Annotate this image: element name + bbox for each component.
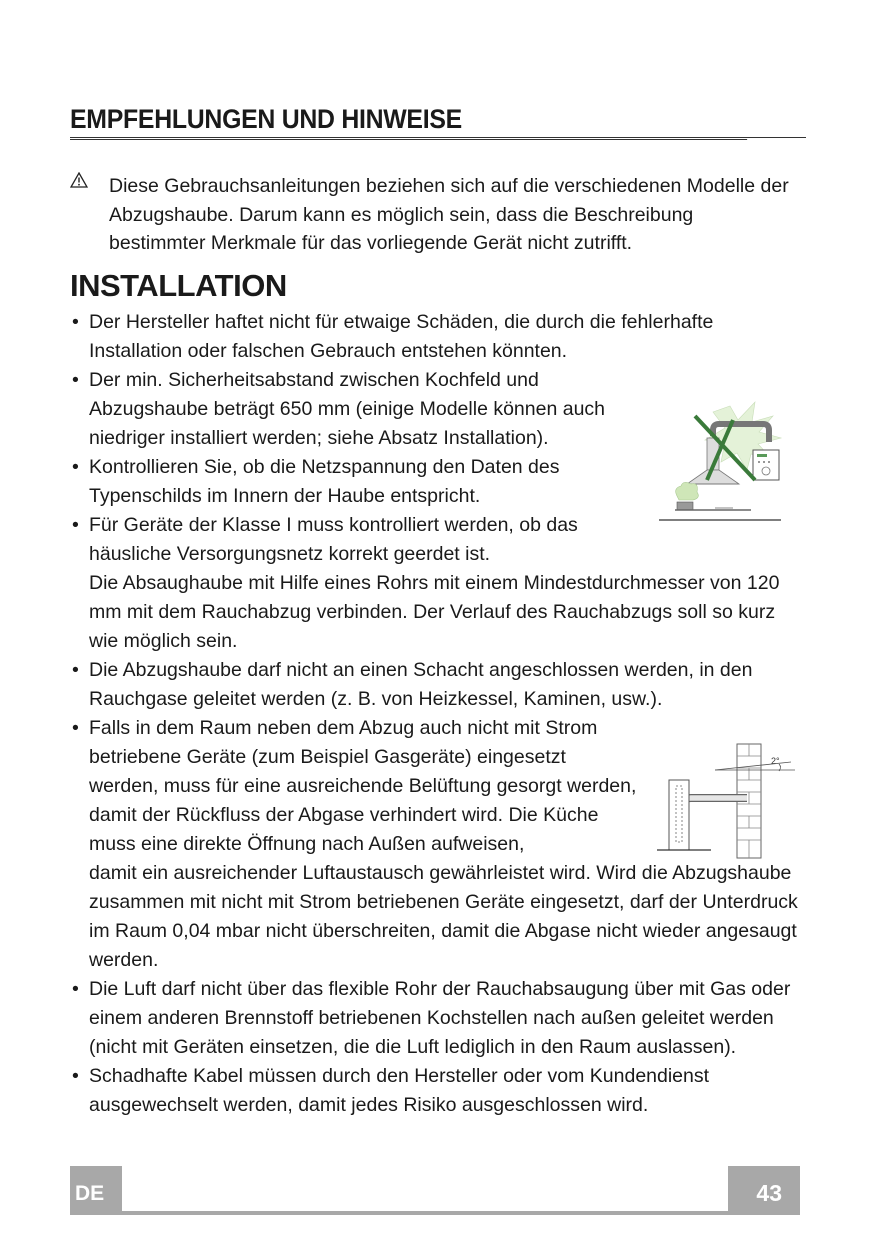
footer-bar bbox=[70, 1211, 800, 1215]
language-tab: DE bbox=[70, 1166, 122, 1213]
list-item: • Falls in dem Raum neben dem Abzug auch nicht mit Strom betriebene Geräte (zum Beispiel Gasgeräte) eingesetzt werden, muss für eine ausreichende Belüftung gesorgt werden, damit der Rückfluss der Abgase verhindert wird. Die Küche muss eine direkte Öffnung nach Außen aufweisen, damit ein ausreichender Luftaustausch gewährleistet wird. Wird die Abzugshaube zusammen mit nicht mit Strom betriebenen Geräte eingesetzt, darf der Unterdruck im Raum 0,04 mbar nicht überschreiten, damit die Abgase nicht wieder angesaugt werden. bbox=[72, 717, 798, 971]
heading-rule bbox=[70, 137, 806, 138]
list-item: • Die Abzugshaube darf nicht an einen Schacht angeschlossen werden, in den Rauchgase geleitet werden (z. B. von Heizkessel, Kaminen, usw.). bbox=[72, 659, 753, 710]
section-heading-recommendations: EMPFEHLUNGEN UND HINWEISE bbox=[70, 104, 747, 140]
duct-slope-illustration bbox=[655, 742, 800, 860]
page-number-tab: 43 bbox=[728, 1166, 800, 1213]
list-item: • Schadhafte Kabel müssen durch den Hersteller oder vom Kundendienst ausgewechselt werden, damit jedes Risiko ausgeschlossen wird. bbox=[72, 1065, 710, 1116]
list-item: • Der Hersteller haftet nicht für etwaige Schäden, die durch die fehlerhafte Installation oder falschen Gebrauch entstehen könnten. bbox=[72, 311, 714, 362]
warning-note-text: Diese Gebrauchsanleitungen beziehen sich auf die verschiedenen Modelle der Abzugshaube. Darum kann es möglich sein, dass die Beschreibung bestimmter Merkmale für das vorliegende Gerät nicht zutrifft. bbox=[109, 175, 789, 254]
section-heading-installation: INSTALLATION bbox=[70, 268, 287, 303]
list-item: • Für Geräte der Klasse I muss kontrolliert werden, ob das häusliche Versorgungsnetz korrekt geerdet ist. Die Absaughaube mit Hilfe eines Rohrs mit einem Mindestdurchmesser von 120 mm mit dem Rauchabzug verbinden. Der Verlauf des Rauchabzugs soll so kurz wie möglich sein. bbox=[72, 514, 780, 652]
warning-note bbox=[70, 172, 790, 258]
slope-angle-label: 2° bbox=[771, 756, 780, 766]
list-item: • Kontrollieren Sie, ob die Netzspannung den Daten des Typenschilds im Innern der Haube entspricht. bbox=[72, 456, 560, 507]
list-item: • Der min. Sicherheitsabstand zwischen Kochfeld und Abzugshaube beträgt 650 mm (einige Modelle können auch niedriger installiert werden; siehe Absatz Installation). bbox=[72, 369, 606, 449]
warning-triangle-icon bbox=[70, 172, 88, 188]
hood-distance-illustration bbox=[655, 398, 785, 523]
list-item: • Die Luft darf nicht über das flexible Rohr der Rauchabsaugung über mit Gas oder einem anderen Brennstoff betriebenen Kochstellen nach außen geleitet werden (nicht mit Geräten einsetzen, die die Luft lediglich in den Raum auslassen). bbox=[72, 978, 791, 1058]
